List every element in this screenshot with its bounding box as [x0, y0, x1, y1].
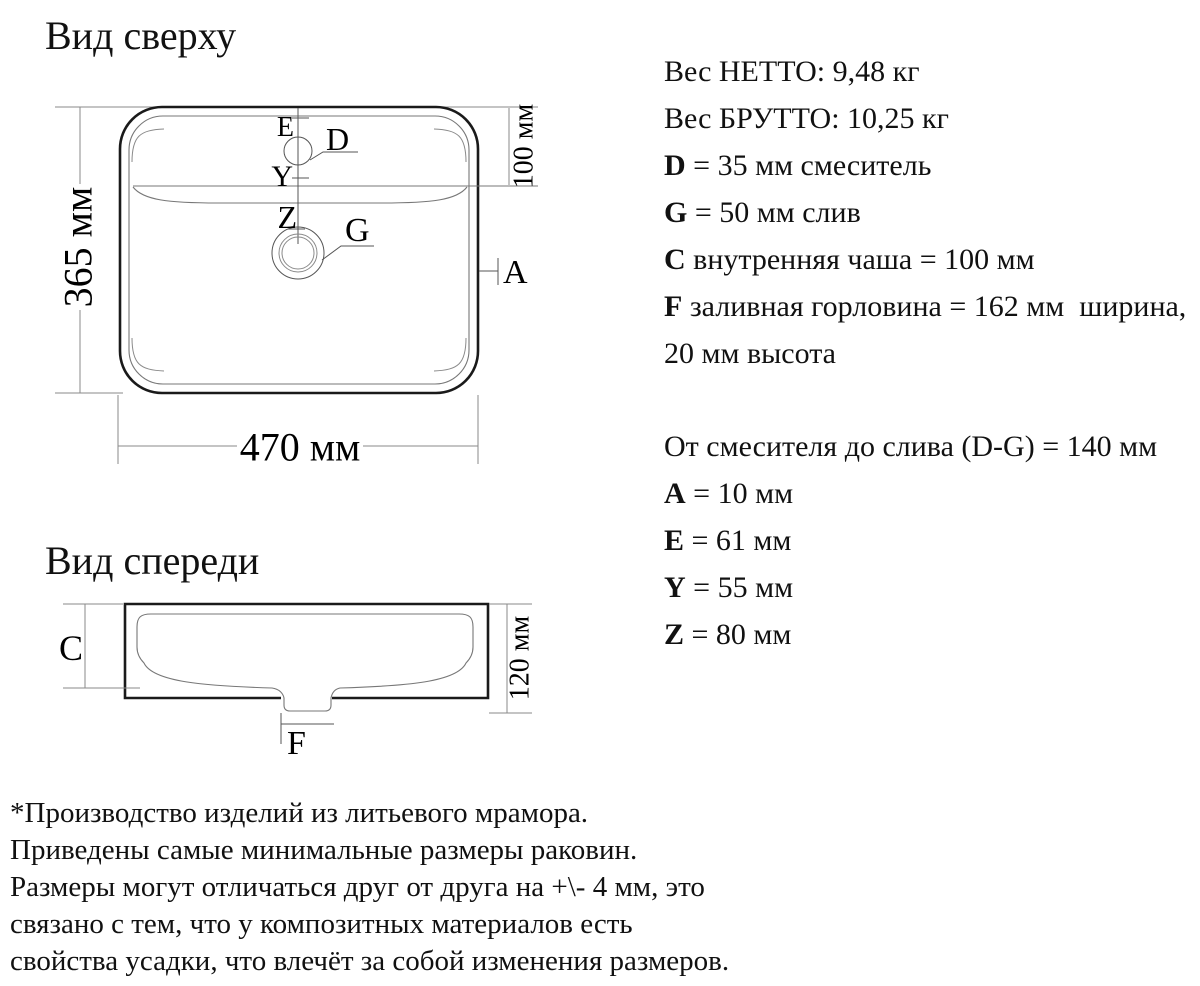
spec-dg-distance: От смесителя до слива (D-G) = 140 мм: [664, 430, 1158, 463]
spec-gap: [664, 377, 1199, 423]
footnote-line: *Производство изделий из литьевого мрамора.: [10, 797, 589, 829]
spec-g: G = 50 мм слив: [664, 196, 861, 229]
label-Z: Z: [277, 199, 297, 235]
dim-120mm: 120 мм: [504, 615, 536, 701]
spec-weight-netto: Вес НЕТТО: 9,48 кг: [664, 55, 920, 88]
label-F: F: [287, 725, 306, 762]
top-view-drawing: [40, 90, 560, 480]
label-D: D: [326, 121, 350, 157]
spec-list: [664, 48, 1199, 658]
front-outer-outline: [125, 604, 488, 698]
footnote-line: свойства усадки, что влечёт за собой изменения размеров.: [10, 945, 730, 977]
footnote-line: Приведены самые минимальные размеры раковин.: [10, 834, 638, 866]
rim-corner-bottom-left: [132, 338, 164, 371]
rim-corner-top-left: [132, 129, 164, 162]
footnote-line: Размеры могут отличаться друг от друга на +\- 4 мм, это: [10, 871, 705, 903]
label-A: A: [503, 254, 528, 291]
label-G: G: [345, 212, 370, 249]
spec-a: A = 10 мм: [664, 477, 794, 510]
spec-c: C внутренняя чаша = 100 мм: [664, 243, 1035, 276]
front-view-heading: Вид спереди: [45, 538, 260, 583]
label-Y: Y: [271, 160, 293, 193]
label-E: E: [276, 112, 294, 143]
rim-corner-bottom-right: [434, 338, 466, 371]
spec-y: Y = 55 мм: [664, 571, 794, 604]
sink-outer-outline: [120, 107, 478, 393]
rim-corner-top-right: [434, 129, 466, 162]
footnote: [10, 795, 790, 980]
top-view-heading: Вид сверху: [45, 13, 237, 58]
label-C: C: [59, 628, 84, 668]
dim-100mm: 100 мм: [508, 103, 540, 189]
spec-d: D = 35 мм смеситель: [664, 149, 932, 182]
spec-e: E = 61 мм: [664, 524, 792, 557]
spec-f-height: 20 мм высота: [664, 337, 837, 370]
front-bowl-outline: [137, 614, 473, 711]
dim-470mm: 470 мм: [239, 424, 361, 470]
dim-365mm: 365 мм: [55, 186, 101, 308]
footnote-line: связано с тем, что у композитных материалов есть: [10, 908, 633, 940]
sink-inner-rim: [129, 116, 469, 384]
spec-z: Z = 80 мм: [664, 618, 792, 651]
basin-front-curve: [133, 187, 467, 203]
spec-f: F заливная горловина = 162 мм ширина,: [664, 290, 1187, 323]
front-view-drawing: [40, 595, 560, 770]
spec-weight-brutto: Вес БРУТТО: 10,25 кг: [664, 102, 949, 135]
